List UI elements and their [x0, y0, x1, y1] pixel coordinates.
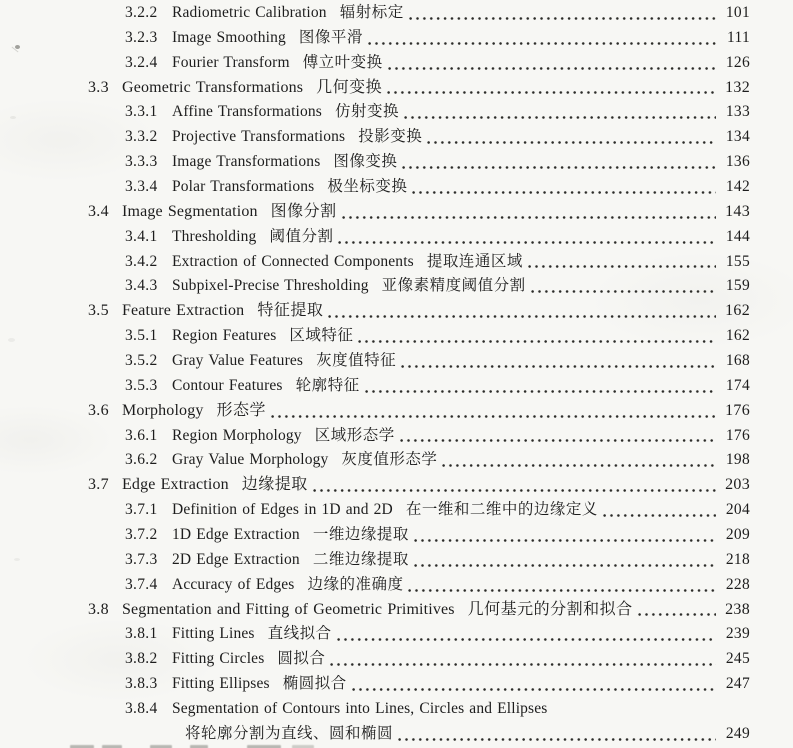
section-number: 3.8.1: [125, 625, 158, 643]
title-english: 2D Edge Extraction: [172, 550, 300, 568]
title-chinese: 区域特征: [289, 327, 354, 345]
section-number: 3.2.4: [125, 53, 158, 71]
dot-leader: [368, 42, 716, 45]
dot-leader: [412, 191, 716, 194]
section-number: 3.3.1: [125, 103, 158, 121]
page-number: 198: [725, 451, 750, 469]
title-english: Affine Transformations: [172, 103, 322, 121]
section-number: 3.7.1: [125, 501, 158, 519]
title-english: Fitting Ellipses: [172, 675, 270, 693]
page-number: 134: [725, 128, 750, 146]
page-number: 249: [725, 724, 750, 742]
toc-row: [0, 324, 750, 349]
title-chinese: 将轮廓分割为直线、圆和椭圆: [185, 724, 394, 742]
toc-row: [0, 523, 750, 548]
title-chinese: 辐射标定: [339, 4, 404, 21]
section-number: 3.5.3: [125, 376, 158, 394]
section-number: 3.8: [88, 600, 109, 618]
title-english: Geometric Transformations: [122, 78, 304, 96]
title-chinese: 灰度值特征: [316, 352, 397, 370]
page-number: 245: [725, 650, 750, 668]
page-number: 143: [725, 202, 750, 220]
title-english: Accuracy of Edges: [172, 575, 295, 593]
title-chinese: 特征提取: [257, 302, 324, 320]
title-english: Gray Value Features: [172, 352, 304, 370]
toc-row: [0, 175, 750, 200]
dot-leader: [603, 514, 716, 517]
page-number: 228: [725, 575, 750, 593]
dot-leader: [398, 738, 716, 741]
title-english: Gray Value Morphology: [172, 451, 329, 469]
section-number: 3.6.1: [125, 426, 158, 444]
page-number: 136: [725, 153, 750, 171]
page-number: 155: [725, 252, 750, 270]
toc-row: [0, 672, 750, 697]
section-number: 3.8.3: [125, 675, 158, 693]
dot-leader: [387, 91, 716, 94]
page-number: 203: [725, 476, 750, 494]
section-number: 3.5.2: [125, 352, 158, 370]
dot-leader: [401, 365, 716, 368]
title-chinese: 亚像素精度阈值分割: [381, 277, 526, 295]
toc-row: [0, 598, 750, 623]
dot-leader: [328, 315, 716, 318]
title-english: Subpixel-Precise Thresholding: [172, 277, 369, 295]
title-chinese: 直线拟合: [267, 625, 332, 643]
title-english: Radiometric Calibration: [172, 4, 327, 21]
section-number: 3.8.4: [125, 700, 158, 718]
section-number: 3.7: [88, 476, 109, 494]
title-chinese: 图像分割: [270, 202, 337, 220]
toc-row: [0, 76, 750, 101]
title-chinese: 投影变换: [358, 128, 423, 146]
title-english: Segmentation of Contours into Lines, Circles and Ellipses: [172, 700, 548, 718]
title-chinese: 二维边缘提取: [312, 550, 409, 568]
section-number: 3.3.2: [125, 128, 158, 146]
title-chinese: 提取连通区域: [426, 252, 523, 270]
section-number: 3.5.1: [125, 327, 158, 345]
title-english: Feature Extraction: [122, 302, 245, 320]
page-number: 247: [725, 675, 750, 693]
dot-leader: [313, 489, 716, 492]
title-chinese: 图像平滑: [298, 28, 363, 46]
dot-leader: [427, 141, 716, 144]
toc-row: [0, 51, 750, 76]
toc-row: [0, 200, 750, 225]
page-number: 111: [727, 28, 750, 46]
scan-speck: [8, 338, 15, 342]
dot-leader: [414, 539, 716, 542]
title-chinese: 仿射变换: [334, 103, 399, 121]
title-english: Region Features: [172, 327, 277, 345]
dot-leader: [352, 688, 716, 691]
section-number: 3.6: [88, 401, 109, 419]
page-number: 218: [725, 550, 750, 568]
dot-leader: [404, 116, 716, 119]
section-number: 3.4.1: [125, 227, 158, 245]
page-number: 168: [725, 352, 750, 370]
page-number: 162: [725, 327, 750, 345]
toc-row: [0, 225, 750, 250]
page-number: 209: [725, 526, 750, 544]
section-number: 3.8.2: [125, 650, 158, 668]
dot-leader: [400, 439, 716, 442]
title-chinese: 极坐标变换: [327, 178, 408, 196]
toc-row: [0, 498, 750, 523]
title-english: Projective Transformations: [172, 128, 346, 146]
toc-row: [0, 622, 750, 647]
page-number: 204: [725, 501, 750, 519]
page-number: 126: [725, 53, 750, 71]
title-english: Region Morphology: [172, 426, 302, 444]
page-number: 239: [725, 625, 750, 643]
section-number: 3.4: [88, 202, 109, 220]
dot-leader: [365, 390, 716, 393]
title-chinese: 形态学: [216, 401, 267, 419]
section-number: 3.7.4: [125, 575, 158, 593]
toc-row: [0, 349, 750, 374]
title-english: Fourier Transform: [172, 53, 290, 71]
title-english: Contour Features: [172, 376, 283, 394]
title-english: Image Smoothing: [172, 28, 286, 46]
title-chinese: 边缘提取: [241, 476, 308, 494]
title-english: Image Segmentation: [122, 202, 258, 220]
toc-row: [0, 697, 750, 722]
page-number: 238: [725, 600, 750, 618]
dot-leader: [409, 17, 716, 20]
section-number: 3.6.2: [125, 451, 158, 469]
toc-row: [0, 399, 750, 424]
title-english: 1D Edge Extraction: [172, 526, 300, 544]
scan-speck: [10, 116, 16, 119]
title-chinese: 在一维和二维中的边缘定义: [405, 501, 598, 519]
title-chinese: 傅立叶变换: [302, 53, 383, 71]
title-english: Polar Transformations: [172, 178, 315, 196]
dot-leader: [402, 166, 716, 169]
title-chinese: 几何变换: [316, 78, 383, 96]
toc-list: [0, 1, 793, 747]
page-number: 142: [725, 178, 750, 196]
scan-speck: [15, 45, 20, 49]
section-number: 3.3.4: [125, 178, 158, 196]
page-number: 101: [725, 4, 750, 21]
title-chinese: 几何基元的分割和拟合: [467, 600, 633, 618]
page-number: 176: [725, 426, 750, 444]
section-number: 3.4.2: [125, 252, 158, 270]
dot-leader: [338, 241, 716, 244]
section-number: 3.2.2: [125, 4, 158, 21]
title-chinese: 一维边缘提取: [312, 526, 409, 544]
page-number: 176: [725, 401, 750, 419]
title-english: Segmentation and Fitting of Geometric Primitives: [122, 600, 455, 618]
toc-row: [0, 473, 750, 498]
title-chinese: 圆拟合: [277, 650, 326, 668]
scan-speck: [14, 558, 20, 561]
toc-row: [0, 573, 750, 598]
dot-leader: [638, 613, 716, 616]
title-english: Edge Extraction: [122, 476, 229, 494]
toc-row: [0, 150, 750, 175]
dot-leader: [358, 340, 716, 343]
title-english: Image Transformations: [172, 153, 321, 171]
section-number: 3.7.2: [125, 526, 158, 544]
toc-row: [0, 26, 750, 51]
dot-leader: [408, 589, 716, 592]
dot-leader: [388, 67, 716, 70]
title-chinese: 边缘的准确度: [307, 575, 404, 593]
toc-row: [0, 274, 750, 299]
dot-leader: [342, 216, 716, 219]
title-chinese: 阈值分割: [269, 227, 334, 245]
toc-row: [0, 548, 750, 573]
title-english: Fitting Circles: [172, 650, 265, 668]
cut-off-next-line: [0, 743, 793, 748]
toc-row: [0, 125, 750, 150]
page-number: 132: [725, 78, 750, 96]
page-number: 144: [725, 227, 750, 245]
section-number: 3.7.3: [125, 550, 158, 568]
dot-leader: [442, 464, 716, 467]
page-number: 159: [725, 277, 750, 295]
title-chinese: 区域形态学: [314, 426, 395, 444]
section-number: 3.3.3: [125, 153, 158, 171]
toc-row: [0, 424, 750, 449]
dot-leader: [337, 638, 716, 641]
toc-row: [0, 374, 750, 399]
page-number: 133: [725, 103, 750, 121]
dot-leader: [271, 415, 716, 418]
title-chinese: 图像变换: [333, 153, 398, 171]
section-number: 3.3: [88, 78, 109, 96]
page-number: 162: [725, 302, 750, 320]
title-english: Thresholding: [172, 227, 257, 245]
dot-leader: [330, 663, 716, 666]
dot-leader: [528, 265, 716, 268]
toc-row: [0, 100, 750, 125]
section-number: 3.5: [88, 302, 109, 320]
toc-row: [0, 1, 750, 26]
section-number: 3.2.3: [125, 28, 158, 46]
title-english: Morphology: [122, 401, 204, 419]
section-number: 3.4.3: [125, 277, 158, 295]
dot-leader: [531, 290, 716, 293]
title-chinese: 椭圆拟合: [282, 675, 347, 693]
page-number: 174: [725, 376, 750, 394]
toc-row: [0, 299, 750, 324]
toc-row: [0, 448, 750, 473]
title-english: Extraction of Connected Components: [172, 252, 414, 270]
title-english: Fitting Lines: [172, 625, 255, 643]
title-english: Definition of Edges in 1D and 2D: [172, 501, 393, 519]
dot-leader: [414, 564, 716, 567]
title-chinese: 轮廓特征: [295, 376, 360, 394]
toc-row: [0, 647, 750, 672]
title-chinese: 灰度值形态学: [341, 451, 438, 469]
toc-row: [0, 250, 750, 275]
